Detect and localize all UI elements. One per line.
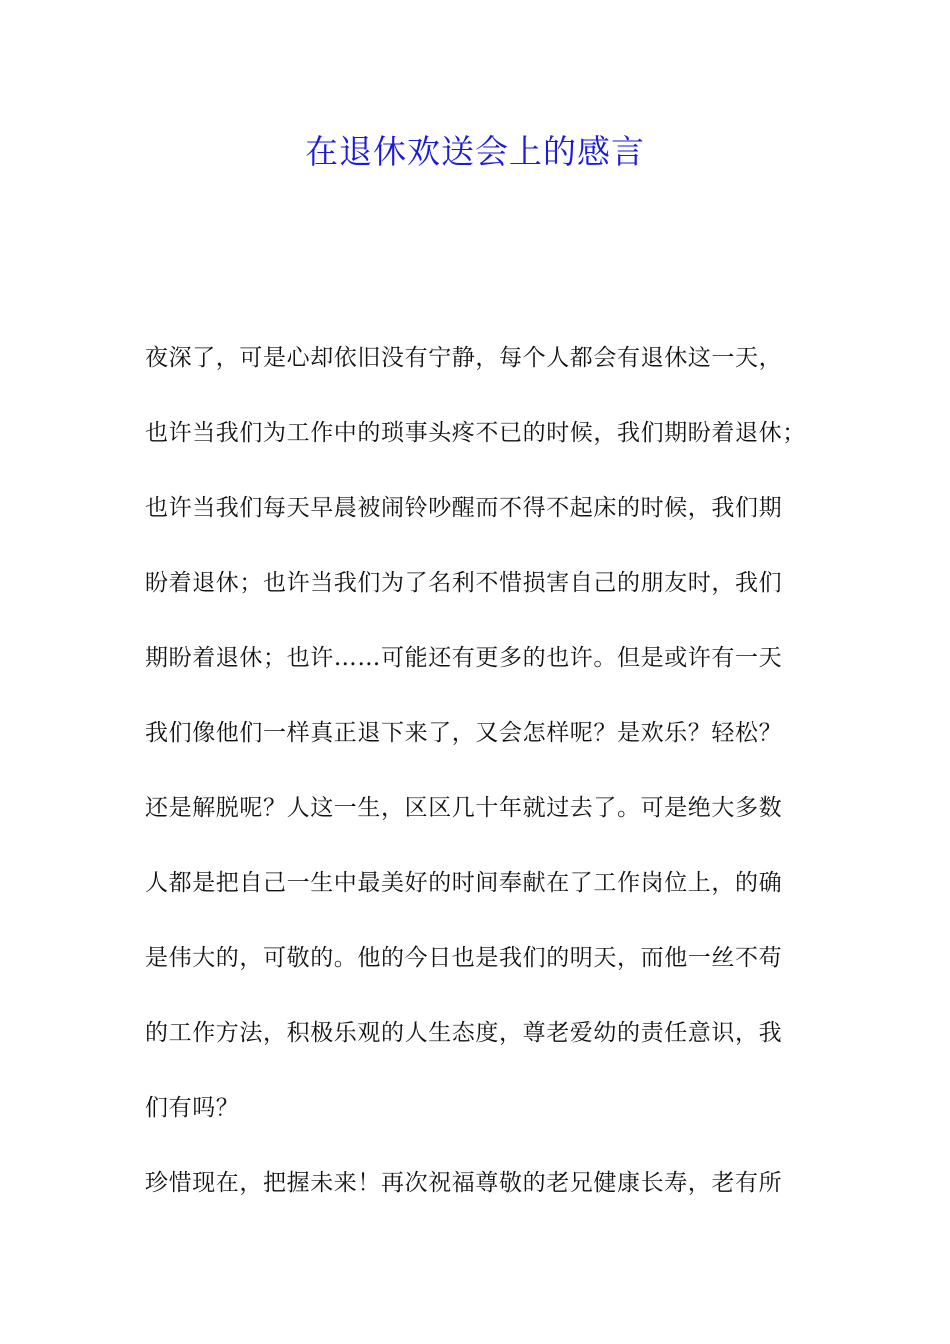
body-line: 珍惜现在，把握未来！再次祝福尊敬的老兄健康长寿，老有所 [145,1170,783,1196]
body-line: 们有吗？ [145,1095,240,1121]
body-line: 也许当我们每天早晨被闹铃吵醒而不得不起床的时候，我们期 [145,495,783,521]
body-line: 是伟大的，可敬的。他的今日也是我们的明天，而他一丝不苟 [145,945,783,971]
body-line: 还是解脱呢？人这一生，区区几十年就过去了。可是绝大多数 [145,795,783,821]
body-line: 人都是把自己一生中最美好的时间奉献在了工作岗位上，的确 [145,870,783,896]
document-title: 在退休欢送会上的感言 [305,132,645,171]
body-line: 夜深了，可是心却依旧没有宁静，每个人都会有退休这一天， [145,345,783,371]
body-line: 我们像他们一样真正退下来了，又会怎样呢？是欢乐？轻松？ [145,720,783,746]
body-line: 盼着退休；也许当我们为了名利不惜损害自己的朋友时，我们 [145,570,783,596]
body-line: 也许当我们为工作中的琐事头疼不已的时候，我们期盼着退休； [145,420,806,446]
body-line: 的工作方法，积极乐观的人生态度，尊老爱幼的责任意识，我 [145,1020,783,1046]
body-line: 期盼着退休；也许……可能还有更多的也许。但是或许有一天 [145,645,783,671]
